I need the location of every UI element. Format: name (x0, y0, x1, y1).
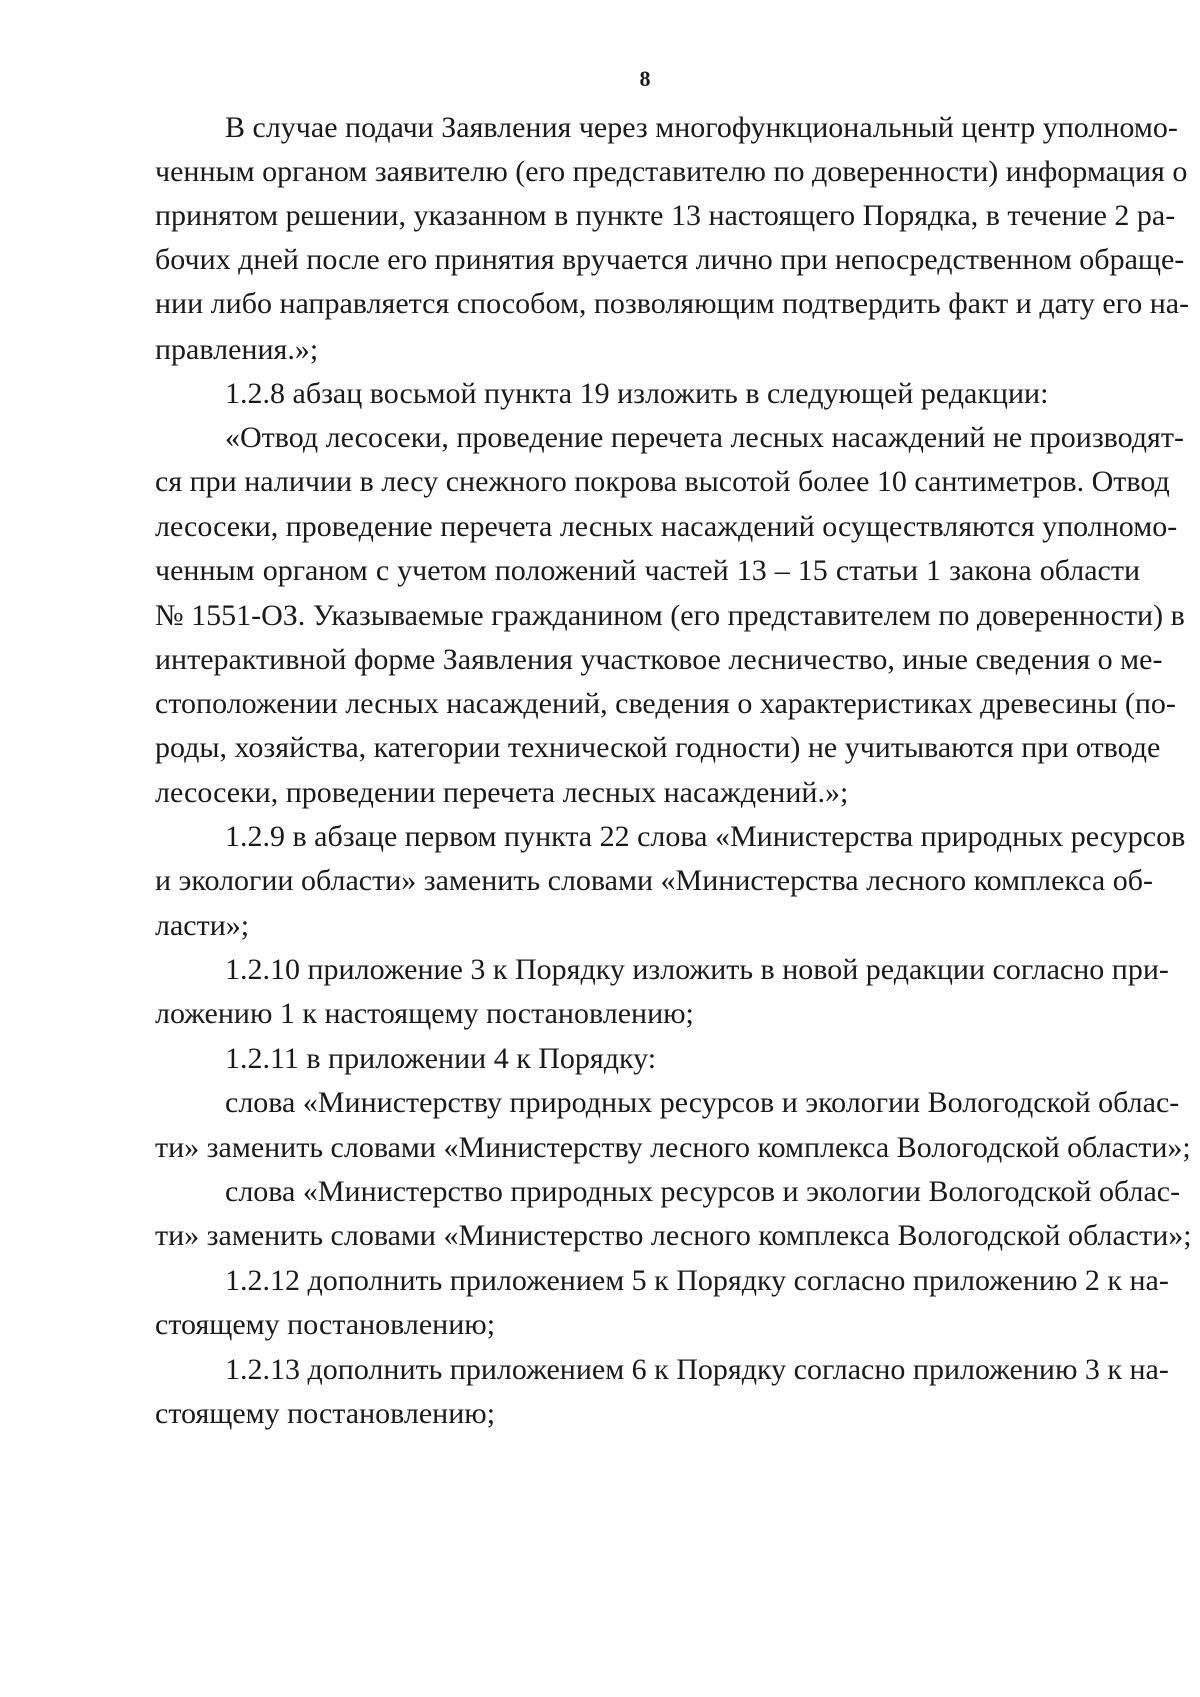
text-line: ти» заменить словами «Министерство лесного комплекса Вологодской области»; (155, 1219, 1192, 1252)
text-line: стоящему постановлению; (155, 1308, 496, 1341)
text-line: ложению 1 к настоящему постановлению; (155, 997, 694, 1030)
text-line: ченным органом с учетом положений частей 13 – 15 статьи 1 закона области (155, 554, 1140, 587)
text-line: 1.2.10 приложение 3 к Порядку изложить в новой редакции согласно при- (225, 953, 1169, 986)
text-line: стоположении лесных насаждений, сведения о характеристиках древесины (по- (155, 687, 1176, 720)
text-line: ся при наличии в лесу снежного покрова высотой более 10 сантиметров. Отвод (155, 465, 1170, 498)
text-line: № 1551-ОЗ. Указываемые гражданином (его представителем по доверенности) в (155, 599, 1185, 632)
text-line: ласти»; (155, 909, 250, 942)
text-line: бочих дней после его принятия вручается лично при непосредственном обраще- (155, 243, 1185, 276)
text-line: 1.2.13 дополнить приложением 6 к Порядку согласно приложению 3 к на- (225, 1353, 1169, 1386)
text-line: 1.2.9 в абзаце первом пункта 22 слова «Министерства природных ресурсов (225, 820, 1186, 853)
text-line: правления.»; (155, 333, 319, 366)
text-line: принятом решении, указанном в пункте 13 настоящего Порядка, в течение 2 ра- (155, 199, 1176, 232)
text-line: лесосеки, проведении перечета лесных насаждений.»; (155, 776, 849, 809)
text-line: и экологии области» заменить словами «Министерства лесного комплекса об- (155, 864, 1153, 897)
text-line: нии либо направляется способом, позволяющим подтвердить факт и дату его на- (155, 287, 1190, 320)
text-line: 1.2.12 дополнить приложением 5 к Порядку согласно приложению 2 к на- (225, 1264, 1169, 1297)
text-line: В случае подачи Заявления через многофункциональный центр уполномо- (225, 111, 1178, 144)
text-line: лесосеки, проведение перечета лесных насаждений осуществляются уполномо- (155, 510, 1178, 543)
text-line: слова «Министерство природных ресурсов и экологии Вологодской облас- (225, 1175, 1181, 1208)
text-line: ченным органом заявителю (его представителю по доверенности) информация о (155, 155, 1188, 188)
text-line: 1.2.11 в приложении 4 к Порядку: (225, 1042, 657, 1075)
text-line: 1.2.8 абзац восьмой пункта 19 изложить в следующей редакции: (225, 377, 1049, 410)
text-line: роды, хозяйства, категории технической годности) не учитываются при отводе (155, 731, 1161, 764)
text-line: слова «Министерству природных ресурсов и экологии Вологодской облас- (225, 1086, 1180, 1119)
text-line: ти» заменить словами «Министерству лесного комплекса Вологодской области»; (155, 1131, 1191, 1164)
page-number: 8 (639, 66, 651, 91)
text-line: стоящему постановлению; (155, 1397, 496, 1430)
text-line: «Отвод лесосеки, проведение перечета лесных насаждений не производят- (225, 421, 1184, 454)
text-line: интерактивной форме Заявления участковое лесничество, иные сведения о ме- (155, 643, 1163, 676)
